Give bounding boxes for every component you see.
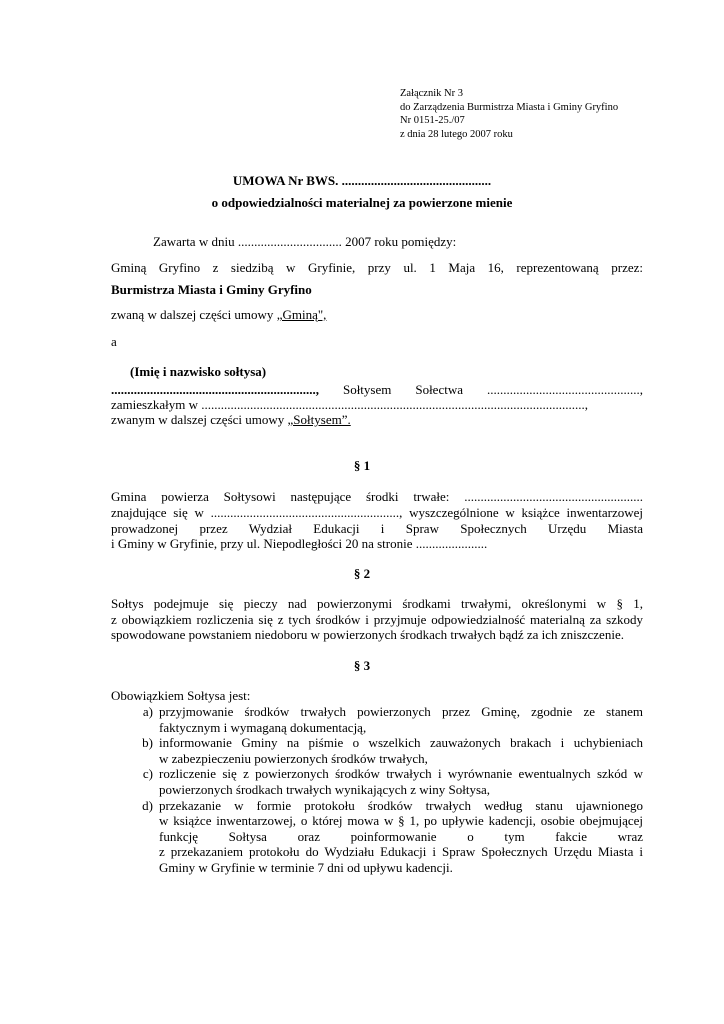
contract-subtitle: o odpowiedzialności materialnej za powierzone mienie [211, 195, 513, 210]
solectwa-dots: ..............................................., [486, 382, 643, 397]
gmina-line: Gminą Gryfino z siedzibą w Gryfinie, przy ul. 1 Maja 16, reprezentowaną przez: [111, 260, 643, 275]
duty-line: rozliczenie się z powierzonych środków trwałych i wyrównanie ewentualnych szkód w [159, 766, 643, 782]
called-gmina-term: „Gminą", [276, 307, 327, 322]
section-1-heading: § 1 [353, 458, 371, 473]
called-soltys-prefix: zwanym w dalszej części umowy [111, 412, 288, 427]
duty-line: powierzonych środkach trwałych wynikających z winy Sołtysa, [159, 781, 491, 797]
duty-item-d [111, 798, 643, 876]
duty-line: Gminy w Gryfinie w terminie 7 dni od upływu kadencji. [159, 859, 453, 875]
duty-label: b) [142, 735, 153, 751]
duty-line: z przekazaniem protokołu do Wydziału Edukacji i Spraw Społecznych Urzędu Miasta i [159, 844, 643, 860]
annex-line-1: Załącznik Nr 3 [400, 88, 463, 99]
s1-line-2: znajdujące się w .........................................................., wyszczególnione w książce inwentarzowej [111, 505, 643, 520]
duty-label: d) [142, 797, 153, 813]
duty-line: przekazanie w formie protokołu środków trwałych według stanu ujawnionego [159, 797, 643, 813]
concluded-line: Zawarta w dniu ................................ 2007 roku pomiędzy: [153, 234, 457, 249]
name-label: (Imię i nazwisko sołtysa) [130, 364, 267, 379]
solectwa-word: Sołectwa [415, 382, 463, 397]
s1-line-3: prowadzonej przez Wydział Edukacji i Spraw Społecznych Urzędu Miasta [111, 521, 643, 536]
residing-line: zamieszkałym w ......................................................................................................................, [111, 397, 588, 412]
duty-item-c [111, 766, 643, 797]
soltys-row [111, 382, 643, 398]
name-dots: ..............................................................., [111, 382, 319, 397]
duty-label: c) [142, 766, 153, 782]
annex-line-2: do Zarządzenia Burmistrza Miasta i Gminy Gryfino [400, 101, 619, 113]
duty-line: w zabezpieczeniu powierzonych środków trwałych, [159, 750, 428, 766]
contract-title: UMOWA Nr BWS. .............................................. [232, 173, 492, 188]
duty-item-b [111, 735, 643, 766]
duty-line: funkcję Sołtysa oraz poinformowanie o tym fakcie wraz [159, 828, 643, 844]
duty-line: faktycznym i wymaganą dokumentacją, [159, 719, 367, 735]
duties-list [111, 704, 643, 876]
and-word: a [111, 334, 117, 349]
duty-line: przyjmowanie środków trwałych powierzonych przez Gminę, zgodnie ze stanem [159, 704, 643, 719]
section-3-heading: § 3 [353, 658, 371, 673]
annex-line-3: Nr 0151-25./07 [400, 115, 465, 127]
soltys-word: Sołtysem [342, 382, 392, 397]
duty-item-a [111, 704, 643, 735]
s2-line-2: z obowiązkiem rozliczenia się z tych środków i przyjmuje odpowiedzialność materialną za szkody [111, 612, 643, 627]
annex-line-4: z dnia 28 lutego 2007 roku [400, 128, 513, 140]
annex-note [400, 87, 618, 141]
section-2-heading: § 2 [353, 566, 371, 581]
s2-line-1: Sołtys podejmuje się pieczy nad powierzonymi środkami trwałymi, określonymi w § 1, [111, 596, 643, 611]
called-soltys [111, 412, 351, 428]
s2-line-3: spowodowane powstaniem niedoboru w powierzonych środkach trwałych bądź za ich zniszczenie. [111, 627, 624, 642]
duty-line: informowanie Gminy na piśmie o wszelkich zauważonych brakach i uchybieniach [159, 735, 643, 751]
duty-line: w książce inwentarzowej, o której mowa w § 1, po upływie kadencji, osobie obejmującej [159, 813, 643, 829]
called-gmina-prefix: zwaną w dalszej części umowy [111, 307, 277, 322]
representative: Burmistrza Miasta i Gminy Gryfino [111, 282, 312, 297]
s3-intro: Obowiązkiem Sołtysa jest: [111, 688, 251, 703]
s1-line-1: Gmina powierza Sołtysowi następujące środki trwałe: ....................................................... [111, 489, 643, 504]
s1-line-4: i Gminy w Gryfinie, przy ul. Niepodległości 20 na stronie ...................... [111, 536, 488, 551]
duty-label: a) [142, 704, 153, 719]
called-gmina [111, 307, 326, 323]
called-soltys-term: „Sołtysem”. [287, 412, 351, 427]
